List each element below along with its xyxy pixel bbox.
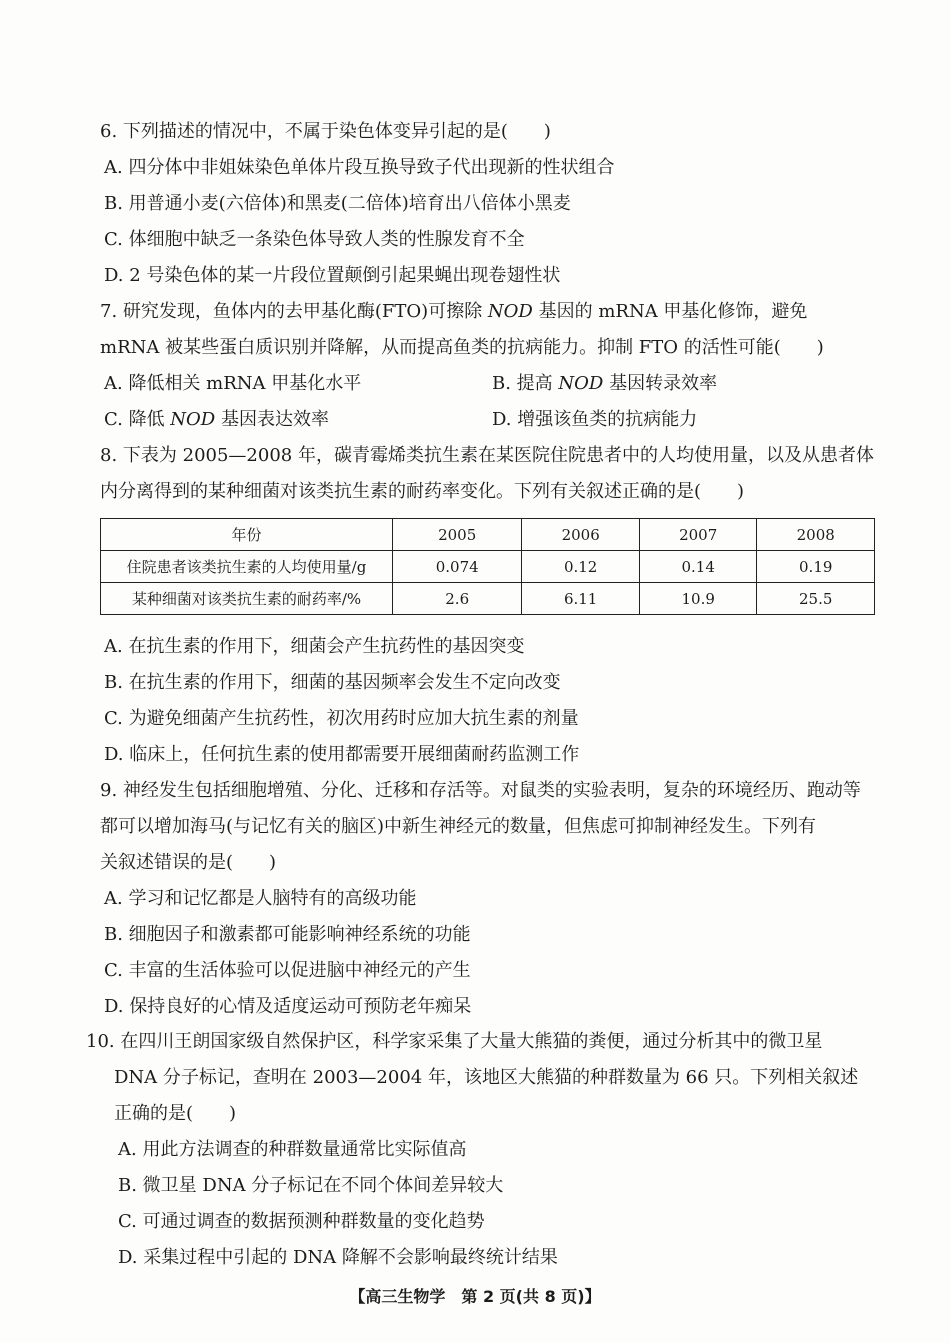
question-6-stem: 6. 下列描述的情况中，不属于染色体变异引起的是( ): [100, 121, 551, 142]
question-7: [100, 294, 880, 438]
question-7-option-c: C. 降低 NOD 基因表达效率: [104, 409, 329, 430]
question-7-options-row-2: [100, 402, 880, 438]
table-row: [101, 551, 875, 583]
table-cell: 6.11: [522, 583, 640, 615]
question-9-option-b: B. 细胞因子和激素都可能影响神经系统的功能: [104, 924, 471, 945]
table-header-cell: 2008: [757, 519, 875, 551]
table-cell: 10.9: [639, 583, 757, 615]
question-6: [100, 114, 880, 294]
question-6-option-d: D. 2 号染色体的某一片段位置颠倒引起果蝇出现卷翅性状: [104, 265, 561, 286]
question-9-option-a: A. 学习和记忆都是人脑特有的高级功能: [104, 888, 417, 909]
question-8: [100, 438, 880, 510]
table-cell: 住院患者该类抗生素的人均使用量/g: [101, 551, 393, 583]
table-cell: 0.14: [639, 551, 757, 583]
table-header-cell: 年份: [101, 519, 393, 551]
table-cell: 0.12: [522, 551, 640, 583]
question-10-stem-line-3: 正确的是( ): [114, 1103, 237, 1124]
question-10-stem-line-1: 10. 在四川王朗国家级自然保护区，科学家采集了大量大熊猫的粪便，通过分析其中的微卫星: [86, 1031, 823, 1052]
question-10-stem-line-2: DNA 分子标记，查明在 2003—2004 年，该地区大熊猫的种群数量为 66 只。下列相关叙述: [114, 1067, 859, 1088]
question-7-option-d: D. 增强该鱼类的抗病能力: [492, 409, 698, 430]
question-9-stem-line-3: 关叙述错误的是( ): [100, 852, 277, 873]
question-8-option-d: D. 临床上，任何抗生素的使用都需要开展细菌耐药监测工作: [104, 744, 580, 765]
question-9-stem-line-1: 9. 神经发生包括细胞增殖、分化、迁移和存活等。对鼠类的实验表明，复杂的环境经历、跑动等: [100, 780, 861, 801]
question-7-stem-line-1: 7. 研究发现，鱼体内的去甲基化酶(FTO)可擦除 NOD 基因的 mRNA 甲基化修饰，避免: [100, 301, 808, 322]
question-6-option-b: B. 用普通小麦(六倍体)和黑麦(二倍体)培育出八倍体小黑麦: [104, 193, 571, 214]
table-header-cell: 2005: [393, 519, 522, 551]
question-7-options-row-1: [100, 366, 880, 402]
question-7-option-a: A. 降低相关 mRNA 甲基化水平: [104, 373, 362, 394]
question-10: [86, 1024, 886, 1276]
question-8-option-c: C. 为避免细菌产生抗药性，初次用药时应加大抗生素的剂量: [104, 708, 579, 729]
question-8-stem-line-1: 8. 下表为 2005—2008 年，碳青霉烯类抗生素在某医院住院患者中的人均使用量，以及从患者体: [100, 445, 874, 466]
question-6-option-c: C. 体细胞中缺乏一条染色体导致人类的性腺发育不全: [104, 229, 525, 250]
page-footer: 【高三生物学 第 2 页(共 8 页)】: [349, 1287, 601, 1306]
question-6-option-a: A. 四分体中非姐妹染色单体片段互换导致子代出现新的性状组合: [104, 157, 615, 178]
question-9: [100, 773, 880, 1025]
table-cell: 0.19: [757, 551, 875, 583]
question-8-option-b: B. 在抗生素的作用下，细菌的基因频率会发生不定向改变: [104, 672, 561, 693]
table-cell: 25.5: [757, 583, 875, 615]
question-10-option-b: B. 微卫星 DNA 分子标记在不同个体间差异较大: [118, 1175, 504, 1196]
question-10-option-d: D. 采集过程中引起的 DNA 降解不会影响最终统计结果: [118, 1247, 558, 1268]
question-9-option-d: D. 保持良好的心情及适度运动可预防老年痴呆: [104, 996, 472, 1017]
question-8-stem-line-2: 内分离得到的某种细菌对该类抗生素的耐药率变化。下列有关叙述正确的是( ): [100, 481, 745, 502]
question-7-stem-line-2: mRNA 被某些蛋白质识别并降解，从而提高鱼类的抗病能力。抑制 FTO 的活性可能( ): [100, 337, 824, 358]
table-cell: 2.6: [393, 583, 522, 615]
question-9-option-c: C. 丰富的生活体验可以促进脑中神经元的产生: [104, 960, 471, 981]
question-10-option-c: C. 可通过调查的数据预测种群数量的变化趋势: [118, 1211, 485, 1232]
question-8-options: [100, 629, 880, 773]
table-row: [101, 583, 875, 615]
question-8-option-a: A. 在抗生素的作用下，细菌会产生抗药性的基因突变: [104, 636, 525, 657]
question-9-stem-line-2: 都可以增加海马(与记忆有关的脑区)中新生神经元的数量，但焦虑可抑制神经发生。下列有: [100, 816, 817, 837]
antibiotic-data-table: [100, 518, 875, 615]
table-header-cell: 2006: [522, 519, 640, 551]
table-cell: 某种细菌对该类抗生素的耐药率/%: [101, 583, 393, 615]
question-7-option-b: B. 提高 NOD 基因转录效率: [492, 373, 718, 394]
table-header-row: [101, 519, 875, 551]
question-10-option-a: A. 用此方法调查的种群数量通常比实际值高: [118, 1139, 467, 1160]
table-header-cell: 2007: [639, 519, 757, 551]
table-cell: 0.074: [393, 551, 522, 583]
gene-name: NOD: [487, 301, 533, 322]
